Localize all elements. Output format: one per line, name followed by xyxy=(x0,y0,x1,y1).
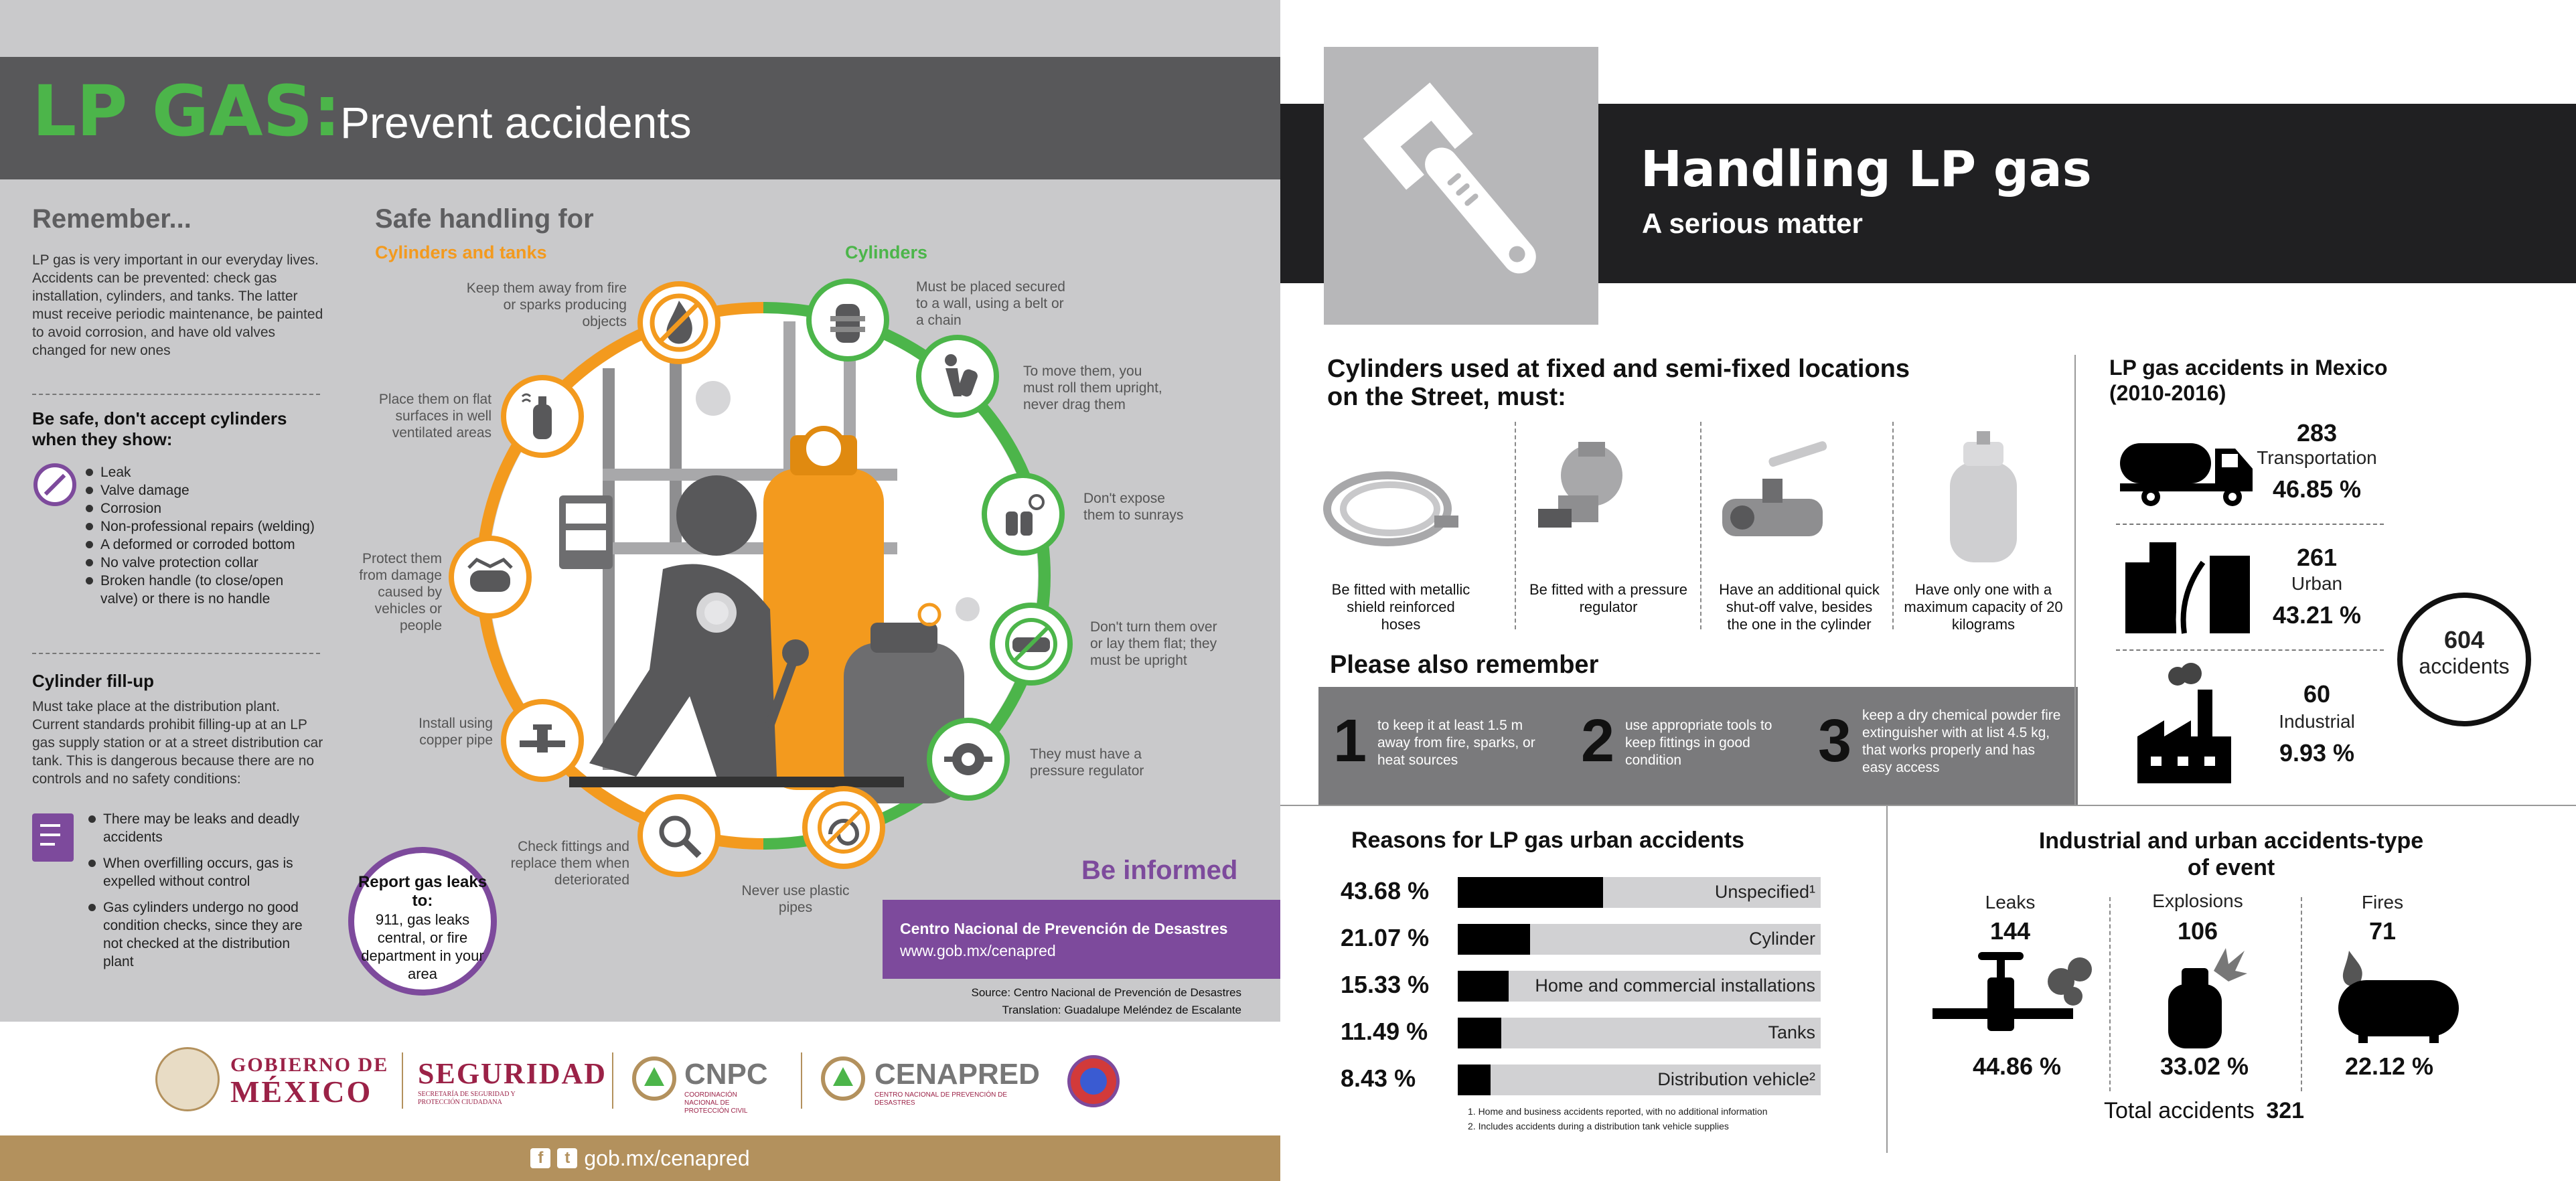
bar-category-label: Distribution vehicle² xyxy=(1657,1069,1815,1089)
gobierno-logo: GOBIERNO DE MÉXICO xyxy=(230,1054,389,1109)
annotation-protect: Protect them from damage caused by vehicles or people xyxy=(359,551,442,633)
be-safe-heading: Be safe, don't accept cylinders when they show: xyxy=(32,408,287,449)
bar-track xyxy=(1458,1065,1821,1095)
magnifier-icon xyxy=(637,794,721,877)
must-caption: Have an additional quick shut-off valve, besides the one in the cylinder xyxy=(1719,581,1880,633)
bar xyxy=(1458,1065,1491,1095)
twitter-icon[interactable]: t xyxy=(557,1148,577,1168)
explosions-pct: 33.02 % xyxy=(2160,1052,2249,1080)
leaks-label: Leaks xyxy=(1985,892,2036,913)
annotation-regulator: They must have a pressure regulator xyxy=(1030,746,1144,779)
bar xyxy=(1458,877,1603,908)
leaking-valve-icon xyxy=(1930,944,2097,1044)
right-panel xyxy=(1280,0,2576,1181)
no-fire-icon xyxy=(637,281,721,364)
divider xyxy=(1886,805,1888,1153)
cnpc-seal-icon xyxy=(632,1056,676,1101)
bar-category-label: Unspecified¹ xyxy=(1714,882,1815,902)
divider xyxy=(402,1052,403,1109)
list-item: Leak xyxy=(83,463,324,481)
list-item: No valve protection collar xyxy=(83,554,324,572)
bar-track xyxy=(1458,971,1821,1002)
list-item: Non-professional repairs (welding) xyxy=(83,518,324,536)
must-caption: Be fitted with a pressure regulator xyxy=(1529,581,1687,615)
bar-category-label: Cylinder xyxy=(1748,929,1815,949)
no-sun-icon xyxy=(982,473,1065,556)
list-item: A deformed or corroded bottom xyxy=(83,536,324,554)
divider xyxy=(2301,897,2302,1091)
list-item: Gas cylinders undergo no good condition checks, since they are not checked at the distribution plant xyxy=(86,898,313,971)
cnpc-logo: CNPC COORDINACIÓN NACIONAL DE PROTECCIÓN CIVIL xyxy=(684,1058,768,1115)
footer-url[interactable]: gob.mx/cenapred xyxy=(584,1146,750,1170)
no-lay-flat-icon xyxy=(990,603,1073,686)
footnote-1: 1. Home and business accidents reported, with no additional information xyxy=(1468,1106,1768,1117)
urban-label: Urban xyxy=(2291,573,2343,594)
mexico-seal-icon xyxy=(155,1047,220,1111)
report-gas-leaks-badge xyxy=(348,847,497,996)
total-accidents-circle xyxy=(2397,593,2531,726)
must-caption: Have only one with a maximum capacity of 20 kilograms xyxy=(1904,581,2063,633)
transport-label: Transportation xyxy=(2257,447,2377,468)
translation-text: Translation: Guadalupe Meléndez de Escalante xyxy=(1002,1004,1241,1016)
fillup-list xyxy=(86,810,313,971)
divider xyxy=(2116,649,2384,651)
pressure-regulator-icon xyxy=(927,718,1010,801)
bar-value-label: 43.68 % xyxy=(1341,877,1430,904)
total-count: 604 xyxy=(2443,626,2485,653)
bar-category-label: Tanks xyxy=(1768,1022,1815,1042)
remember-text: to keep it at least 1.5 m away from fire, sparks, or heat sources xyxy=(1377,718,1535,768)
explosions-label: Explosions xyxy=(2152,890,2243,911)
remember-text: use appropriate tools to keep fittings in good condition xyxy=(1625,718,1772,768)
bar xyxy=(1458,924,1530,955)
divider xyxy=(2109,897,2111,1091)
industrial-label: Industrial xyxy=(2279,711,2355,732)
divider xyxy=(1280,805,2576,806)
total-events-label: Total accidents xyxy=(2104,1098,2255,1123)
city-icon xyxy=(2123,536,2257,636)
copper-pipe-icon xyxy=(501,699,584,782)
be-informed-heading: Be informed xyxy=(1081,856,1238,885)
total-events xyxy=(2104,1098,2304,1124)
bar-category-label: Home and commercial installations xyxy=(1535,975,1815,996)
fires-label: Fires xyxy=(2361,892,2404,913)
source-text: Source: Centro Nacional de Prevención de Desastres xyxy=(971,986,1241,999)
divider xyxy=(1515,422,1516,629)
bar xyxy=(1458,1018,1501,1048)
protect-tank-icon xyxy=(449,536,532,619)
cylinders-tanks-subheading: Cylinders and tanks xyxy=(375,242,547,262)
urban-pct: 43.21 % xyxy=(2272,601,2362,629)
remember-num: 3 xyxy=(1818,708,1852,775)
fillup-heading: Cylinder fill-up xyxy=(32,671,154,691)
bar-value-label: 8.43 % xyxy=(1341,1065,1416,1092)
chained-cylinder-icon xyxy=(806,279,889,362)
divider xyxy=(2116,524,2384,525)
bar-track xyxy=(1458,924,1821,955)
lp-header-band xyxy=(0,57,1280,179)
divider xyxy=(801,1052,802,1109)
total-events-value: 321 xyxy=(2266,1098,2305,1123)
cenapred-url[interactable]: www.gob.mx/cenapred xyxy=(900,942,1056,959)
cenapred-box xyxy=(883,900,1280,979)
annotation-copper: Install using copper pipe xyxy=(419,716,493,748)
bar-track xyxy=(1458,877,1821,908)
chart-title: Reasons for LP gas urban accidents xyxy=(1351,828,1744,853)
cylinders-subheading: Cylinders xyxy=(845,242,928,262)
annotation-fire: Keep them away from fire or sparks producing objects xyxy=(466,281,627,329)
divider xyxy=(1892,422,1894,629)
prevent-accidents-subtitle: Prevent accidents xyxy=(340,98,692,147)
annotation-plastic: Never use plastic pipes xyxy=(741,883,850,915)
remember-num: 2 xyxy=(1581,708,1615,775)
be-safe-list xyxy=(83,463,324,608)
industrial-count: 60 xyxy=(2303,680,2331,708)
factory-icon xyxy=(2131,663,2238,790)
footnote-2: 2. Includes accidents during a distribution tank vehicle supplies xyxy=(1468,1121,1729,1131)
wrench-icon xyxy=(1324,47,1598,325)
annotation-fittings: Check fittings and replace them when deteriorated xyxy=(510,839,629,888)
fires-count: 71 xyxy=(2368,917,2397,945)
bar-value-label: 21.07 % xyxy=(1341,924,1430,951)
regulator-icon xyxy=(1531,435,1639,562)
cenapred-logo: CENAPRED CENTRO NACIONAL DE PREVENCIÓN DE DESASTRES xyxy=(875,1058,1040,1107)
divider xyxy=(1700,422,1701,629)
explosion-icon xyxy=(2162,944,2249,1051)
cylinders-heading: Cylinders used at fixed and semi-fixed locations on the Street, must: xyxy=(1327,355,1910,411)
safe-handling-heading: Safe handling for xyxy=(375,204,594,234)
handling-title: Handling LP gas xyxy=(1641,141,2092,198)
annotation-secured: Must be placed secured to a wall, using a belt or a chain xyxy=(916,279,1065,328)
serious-matter-subtitle: A serious matter xyxy=(1642,208,1863,239)
divider xyxy=(2074,355,2076,805)
explosions-count: 106 xyxy=(2177,917,2218,945)
report-line1: Report gas leaks to: xyxy=(358,873,487,910)
transport-count: 283 xyxy=(2296,419,2338,447)
remember-num: 1 xyxy=(1333,708,1367,775)
bar-value-label: 11.49 % xyxy=(1341,1018,1428,1045)
cylinder-flat-icon xyxy=(501,375,584,458)
report-line2: 911, gas leaks central, or fire department in your area xyxy=(361,911,484,982)
leaks-pct: 44.86 % xyxy=(1972,1052,2062,1080)
gas-cylinder-icon xyxy=(1943,428,2024,569)
list-item: When overfilling occurs, gas is expelled without control xyxy=(86,854,313,890)
remember-box xyxy=(1318,687,2078,805)
bar xyxy=(1458,971,1509,1002)
transport-pct: 46.85 % xyxy=(2272,475,2362,503)
annotation-sun: Don't expose them to sunrays xyxy=(1083,491,1184,523)
fire-tank-icon xyxy=(2332,944,2466,1044)
left-panel xyxy=(0,0,1280,1181)
must-caption: Be fitted with metallic shield reinforced hoses xyxy=(1331,581,1470,633)
hose-icon xyxy=(1320,455,1461,562)
tanker-truck-icon xyxy=(2117,428,2258,509)
checklist-icon xyxy=(32,813,74,862)
remember-text: keep a dry chemical powder fire extinguisher with at list 4.5 kg, that works properly and has easy access xyxy=(1862,708,2061,775)
source-credits xyxy=(972,984,1242,1019)
seguridad-logo: SEGURIDAD SECRETARÍA DE SEGURIDAD Y PROTECCIÓN CIUDADANA xyxy=(418,1057,607,1106)
remember-heading: Remember... xyxy=(32,204,192,234)
accidents-heading: LP gas accidents in Mexico (2010-2016) xyxy=(2109,356,2388,405)
shutoff-valve-icon xyxy=(1716,439,1833,566)
list-item: There may be leaks and deadly accidents xyxy=(86,810,313,846)
remember-text: LP gas is very important in our everyday lives. Accidents can be prevented: check gas installation, cylinders, and tanks. The latter must receive periodic maintenance, be painted to avoid corrosion, and have old valves changed for new ones xyxy=(32,252,323,358)
bar-track xyxy=(1458,1018,1821,1048)
total-label: accidents xyxy=(2419,654,2510,678)
cenapred-name: Centro Nacional de Prevención de Desastres xyxy=(900,920,1228,937)
logos-strip xyxy=(0,1022,1280,1135)
lp-gas-title: LP GAS: xyxy=(32,70,342,152)
fillup-text: Must take place at the distribution plant. Current standards prohibit filling-up at an LP gas supply station or at a street distribution car tank. This is dangerous because there are no controls and no safety conditions: xyxy=(32,699,323,787)
please-remember-heading: Please also remember xyxy=(1330,651,1599,679)
no-plastic-pipe-icon xyxy=(802,786,885,869)
wrench-box xyxy=(1324,47,1598,325)
list-item: Corrosion xyxy=(83,499,324,518)
divider xyxy=(612,1052,613,1109)
industrial-pct: 9.93 % xyxy=(2279,739,2355,767)
leaks-count: 144 xyxy=(1989,917,2031,945)
annotation-flat: Place them on flat surfaces in well ventilated areas xyxy=(378,392,491,441)
facebook-icon[interactable]: f xyxy=(530,1148,550,1168)
cenapred-seal-icon xyxy=(821,1056,865,1101)
rolling-cylinder-icon xyxy=(916,335,999,418)
divider xyxy=(32,394,320,395)
emblem-icon xyxy=(1067,1055,1120,1107)
events-heading: Industrial and urban accidents-type of event xyxy=(2038,828,2424,880)
urban-count: 261 xyxy=(2296,544,2338,571)
bar-value-label: 15.33 % xyxy=(1341,971,1430,998)
divider xyxy=(32,653,320,654)
annotation-turn: Don't turn them over or lay them flat; they must be upright xyxy=(1090,619,1217,668)
list-item: Valve damage xyxy=(83,481,324,499)
fires-pct: 22.12 % xyxy=(2344,1052,2434,1080)
annotation-upright: To move them, you must roll them upright, never drag them xyxy=(1023,364,1162,412)
list-item: Broken handle (to close/open valve) or there is no handle xyxy=(83,572,324,608)
footer-bar xyxy=(0,1135,1280,1181)
no-sign-icon xyxy=(33,463,76,506)
